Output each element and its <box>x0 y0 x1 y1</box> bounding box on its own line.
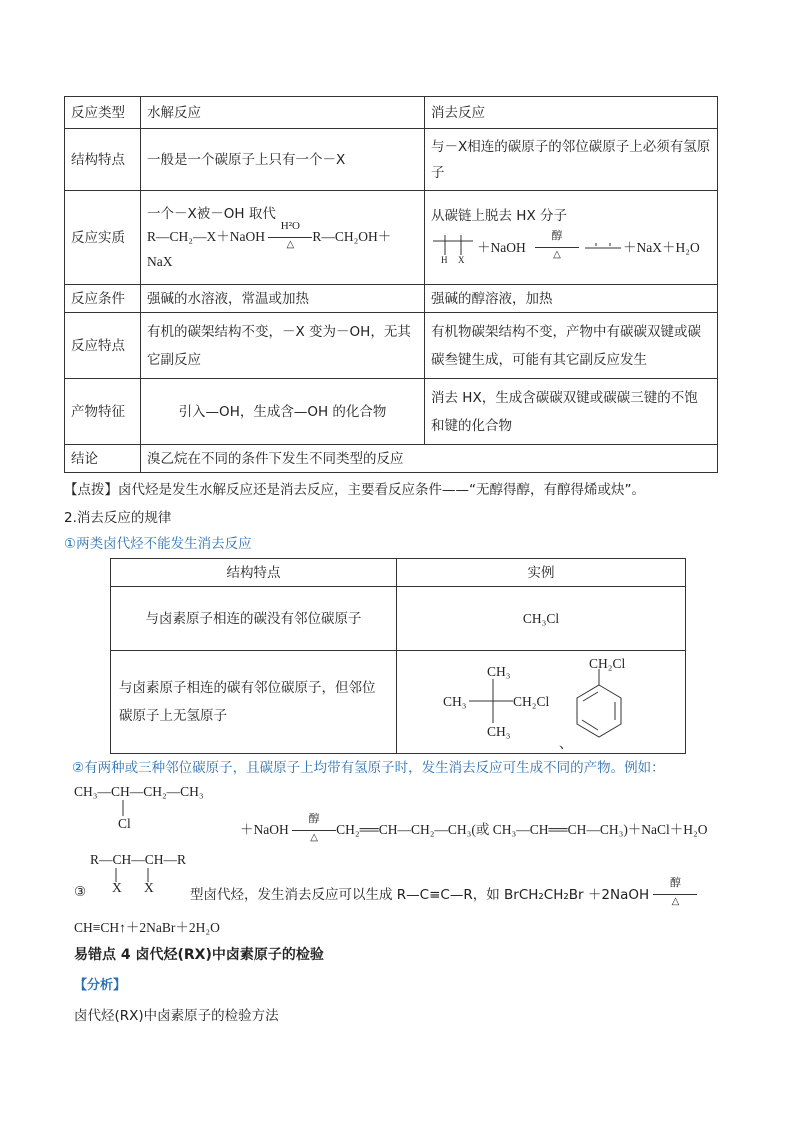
cell: 与卤素原子相连的碳没有邻位碳原子 <box>111 587 397 651</box>
point-three-text <box>190 876 697 908</box>
row-label: 结构特点 <box>65 129 141 191</box>
benzyl-group: CH₂Cl <box>589 656 626 671</box>
methyl-top: CH₃ <box>487 664 511 679</box>
separator: 、 <box>559 736 573 751</box>
row-label: 结论 <box>65 445 141 473</box>
alkene-fragment <box>583 237 623 261</box>
eq-right: ＋NaX＋H₂O <box>623 239 700 255</box>
reaction-arrow <box>292 813 336 844</box>
cell <box>141 191 425 285</box>
eq-right: R—CH₂OH＋ <box>312 228 392 244</box>
point-three-body: 型卤代烃，发生消去反应可以生成 R—C≡C—R，如 BrCH₂CH₂Br ＋2NaOH <box>190 887 650 903</box>
chlorine-bond <box>118 798 128 818</box>
row-label: 反应特点 <box>65 313 141 379</box>
heat-symbol: △ <box>553 248 561 260</box>
cell <box>425 191 718 285</box>
cell: 消去 HX，生成含碳碳双键或碳碳三键的不饱和键的化合物 <box>425 379 718 445</box>
arrow-condition: H²O <box>280 219 300 232</box>
cell: 有机物碳架结构不变，产物中有碳碳双键或碳碳叁键生成，可能有其它副反应发生 <box>425 313 718 379</box>
cell <box>397 651 686 754</box>
chlorine-atom: Cl <box>118 816 131 831</box>
eq-product: NaX <box>147 253 173 269</box>
benzene-ring-icon <box>573 669 627 749</box>
header-cell: 实例 <box>397 559 686 587</box>
cell: 一般是一个碳原子上只有一个－X <box>141 129 425 191</box>
substitution-text: 一个－X被－OH 取代 <box>147 205 276 222</box>
cell: 与－X相连的碳原子的邻位碳原子上必须有氢原子 <box>425 129 718 191</box>
cell: CH₃Cl <box>397 587 686 651</box>
row-label: 反应条件 <box>65 285 141 313</box>
cell: 强碱的水溶液，常温或加热 <box>141 285 425 313</box>
elimination-equation <box>431 227 711 271</box>
quaternary-carbon-bonds <box>469 671 519 731</box>
elimination-equation-2 <box>240 813 708 844</box>
vicinal-dihalide: R—CH—CH—R <box>90 852 187 867</box>
eq-left: ＋NaOH <box>240 822 289 838</box>
structure-fragment <box>431 229 475 269</box>
point-one: ①两类卤代烃不能发生消去反应 <box>64 536 252 552</box>
cell: 水解反应 <box>141 97 425 129</box>
methyl-bottom: CH₃ <box>487 724 511 739</box>
row-label: 产物特征 <box>65 379 141 445</box>
tip-text: 【点拨】卤代烃是发生水解反应还是消去反应，主要看反应条件——“无醇得醇，有醇得烯或炔”。 <box>64 482 645 498</box>
point-three-products: CH≡CH↑＋2NaBr＋2H₂O <box>74 920 220 935</box>
examples-table <box>110 558 686 754</box>
heat-symbol: △ <box>671 896 680 907</box>
elimination-text: 从碳链上脱去 HX 分子 <box>431 207 567 224</box>
section-title: 2.消去反应的规律 <box>64 510 172 526</box>
x-atom: X <box>458 254 465 265</box>
cell: 有机的碳架结构不变，－X 变为－OH，无其它副反应 <box>141 313 425 379</box>
point-two: ②有两种或三种邻位碳原子，且碳原子上均带有氢原子时，发生消去反应可生成不同的产物。例如： <box>72 760 665 776</box>
h-atom: H <box>441 254 448 265</box>
method-text: 卤代烃(RX)中卤素原子的检验方法 <box>74 1008 279 1024</box>
cell: 消去反应 <box>425 97 718 129</box>
reaction-arrow <box>653 876 697 908</box>
eq-right: CH₂══CH—CH₂—CH₃(或 CH₃—CH══CH—CH₃)＋NaCl＋H₂O <box>336 822 708 838</box>
halogen-x2: X <box>144 880 154 895</box>
methyl-left: CH₃ <box>443 694 467 709</box>
cell: 与卤素原子相连的碳有邻位碳原子，但邻位碳原子上无氢原子 <box>111 651 397 754</box>
reaction-arrow <box>268 219 312 251</box>
cell: 引入—OH，生成含—OH 的化合物 <box>141 379 425 445</box>
heat-symbol: △ <box>310 832 318 843</box>
eq-left: R—CH₂—X＋NaOH <box>147 228 265 244</box>
chloromethyl: CH₂Cl <box>513 694 550 709</box>
header-cell: 结构特点 <box>111 559 397 587</box>
hydrolysis-equation <box>147 219 418 251</box>
arrow-condition: 醇 <box>551 229 563 242</box>
row-label: 反应实质 <box>65 191 141 285</box>
comparison-table <box>64 96 718 473</box>
cell: 强碱的醇溶液，加热 <box>425 285 718 313</box>
section-heading: 易错点 4 卤代烃(RX)中卤素原子的检验 <box>74 947 324 963</box>
heat-symbol: △ <box>286 238 295 250</box>
analysis-label: 【分析】 <box>74 978 127 993</box>
point-three-marker: ③ <box>74 884 87 900</box>
row-label: 反应类型 <box>65 97 141 129</box>
halogen-x1: X <box>112 880 122 895</box>
eq-mid: ＋NaOH <box>477 239 526 255</box>
arrow-condition: 醇 <box>308 813 320 825</box>
reaction-arrow <box>535 229 579 261</box>
cell: 溴乙烷在不同的条件下发生不同类型的反应 <box>141 445 718 473</box>
arrow-condition: 醇 <box>669 876 681 889</box>
butane-chain: CH₃—CH—CH₂—CH₃ <box>74 784 204 799</box>
